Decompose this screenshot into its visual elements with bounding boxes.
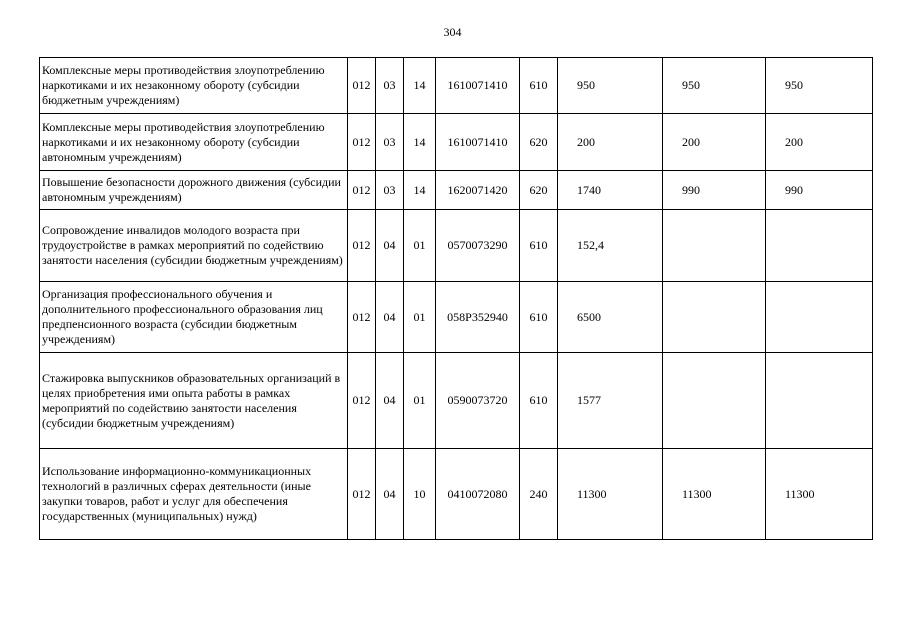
amount-year-3: 200 bbox=[766, 114, 873, 171]
table-row bbox=[40, 449, 873, 540]
amount-year-1: 152,4 bbox=[558, 210, 663, 282]
ministry-code: 012 bbox=[348, 282, 376, 353]
amount-year-2 bbox=[663, 353, 766, 449]
amount-year-3: 950 bbox=[766, 58, 873, 114]
table-row bbox=[40, 114, 873, 171]
expense-kind-code: 240 bbox=[520, 449, 558, 540]
amount-year-1: 6500 bbox=[558, 282, 663, 353]
budget-table bbox=[39, 57, 873, 540]
expense-kind-code: 620 bbox=[520, 114, 558, 171]
row-name: Комплексные меры противодействия злоупотреблению наркотиками и их незаконному обороту (субсидии бюджетным учреждениям) bbox=[40, 58, 348, 114]
row-name: Сопровождение инвалидов молодого возраста при трудоустройстве в рамках мероприятий по содействию занятости населения (субсидии бюджетным учреждениям) bbox=[40, 210, 348, 282]
section-code: 04 bbox=[376, 282, 404, 353]
amount-year-2: 950 bbox=[663, 58, 766, 114]
target-article-code: 1610071410 bbox=[436, 58, 520, 114]
amount-year-3 bbox=[766, 353, 873, 449]
ministry-code: 012 bbox=[348, 210, 376, 282]
amount-year-2 bbox=[663, 210, 766, 282]
amount-year-1: 1740 bbox=[558, 171, 663, 210]
row-name: Комплексные меры противодействия злоупотреблению наркотиками и их незаконному обороту (субсидии автономным учреждениям) bbox=[40, 114, 348, 171]
expense-kind-code: 610 bbox=[520, 210, 558, 282]
expense-kind-code: 610 bbox=[520, 282, 558, 353]
target-article-code: 0410072080 bbox=[436, 449, 520, 540]
section-code: 04 bbox=[376, 449, 404, 540]
amount-year-1: 950 bbox=[558, 58, 663, 114]
amount-year-2: 990 bbox=[663, 171, 766, 210]
ministry-code: 012 bbox=[348, 353, 376, 449]
ministry-code: 012 bbox=[348, 171, 376, 210]
ministry-code: 012 bbox=[348, 449, 376, 540]
row-name: Стажировка выпускников образовательных организаций в целях приобретения ими опыта работы в рамках мероприятий по содействию занятости населения (субсидии бюджетным учреждениям) bbox=[40, 353, 348, 449]
table-row bbox=[40, 171, 873, 210]
row-name: Использование информационно-коммуникационных технологий в различных сферах деятельности (иные закупки товаров, работ и услуг для обеспечения государственных (муниципальных) нужд) bbox=[40, 449, 348, 540]
expense-kind-code: 610 bbox=[520, 353, 558, 449]
amount-year-3 bbox=[766, 282, 873, 353]
section-code: 04 bbox=[376, 353, 404, 449]
target-article-code: 0570073290 bbox=[436, 210, 520, 282]
amount-year-1: 11300 bbox=[558, 449, 663, 540]
section-code: 03 bbox=[376, 58, 404, 114]
table-row bbox=[40, 58, 873, 114]
page-number: 304 bbox=[443, 25, 462, 39]
amount-year-3 bbox=[766, 210, 873, 282]
table-row bbox=[40, 210, 873, 282]
target-article-code: 0590073720 bbox=[436, 353, 520, 449]
subsection-code: 10 bbox=[404, 449, 436, 540]
subsection-code: 01 bbox=[404, 282, 436, 353]
ministry-code: 012 bbox=[348, 114, 376, 171]
ministry-code: 012 bbox=[348, 58, 376, 114]
amount-year-2: 200 bbox=[663, 114, 766, 171]
amount-year-2 bbox=[663, 282, 766, 353]
expense-kind-code: 610 bbox=[520, 58, 558, 114]
amount-year-3: 990 bbox=[766, 171, 873, 210]
subsection-code: 14 bbox=[404, 114, 436, 171]
subsection-code: 14 bbox=[404, 171, 436, 210]
subsection-code: 01 bbox=[404, 353, 436, 449]
section-code: 03 bbox=[376, 171, 404, 210]
table-row bbox=[40, 282, 873, 353]
target-article-code: 058P352940 bbox=[436, 282, 520, 353]
row-name: Организация профессионального обучения и дополнительного профессионального образования лиц предпенсионного возраста (субсидии бюджетным учреждениям) bbox=[40, 282, 348, 353]
amount-year-1: 1577 bbox=[558, 353, 663, 449]
target-article-code: 1610071410 bbox=[436, 114, 520, 171]
amount-year-1: 200 bbox=[558, 114, 663, 171]
amount-year-3: 11300 bbox=[766, 449, 873, 540]
section-code: 03 bbox=[376, 114, 404, 171]
subsection-code: 01 bbox=[404, 210, 436, 282]
section-code: 04 bbox=[376, 210, 404, 282]
expense-kind-code: 620 bbox=[520, 171, 558, 210]
amount-year-2: 11300 bbox=[663, 449, 766, 540]
target-article-code: 1620071420 bbox=[436, 171, 520, 210]
table-row bbox=[40, 353, 873, 449]
row-name: Повышение безопасности дорожного движения (субсидии автономным учреждениям) bbox=[40, 171, 348, 210]
subsection-code: 14 bbox=[404, 58, 436, 114]
